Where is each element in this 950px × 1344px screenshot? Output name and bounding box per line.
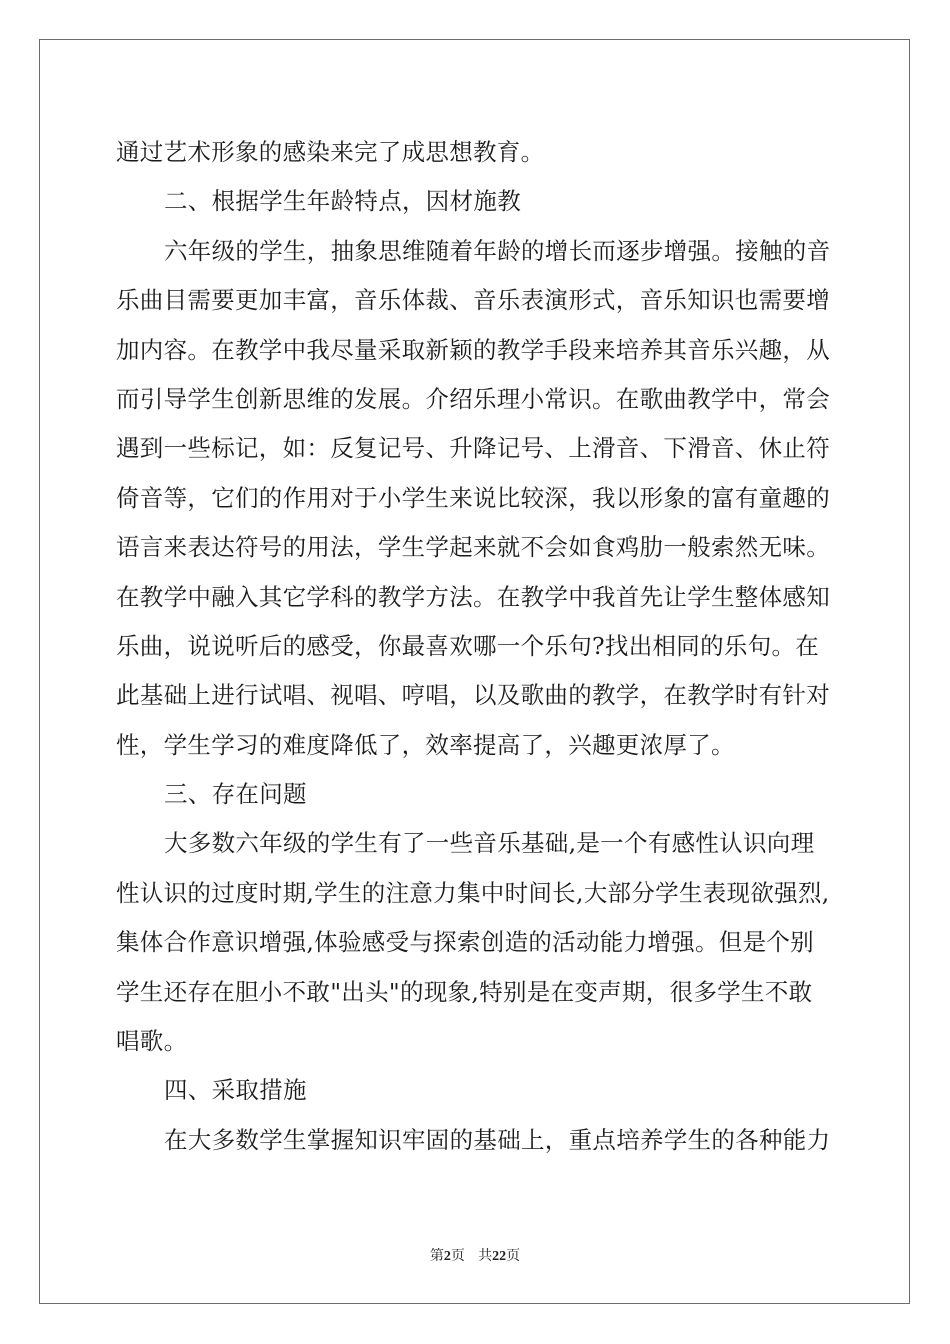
text-line-16: 性认识的过度时期,学生的注意力集中时间长,大部分学生表现欲强烈, [116, 878, 830, 907]
text-line-6: 而引导学生创新思维的发展。介绍乐理小常识。在歌曲教学中，常会 [116, 384, 830, 413]
total-prefix: 共 [478, 1248, 493, 1264]
text-line-18: 学生还存在胆小不敢"出头"的现象,特别是在变声期，很多学生不敢 [116, 977, 813, 1006]
page-footer [0, 1246, 950, 1267]
text-line-19: 唱歌。 [116, 1027, 188, 1056]
text-line-5: 加内容。在教学中我尽量采取新颖的教学手段来培养其音乐兴趣，从 [116, 335, 830, 364]
text-line-8: 倚音等，它们的作用对于小学生来说比较深，我以形象的富有童趣的 [116, 483, 830, 512]
page-number: 2 [443, 1249, 451, 1264]
page-prefix: 第 [429, 1248, 444, 1264]
text-line-1: 通过艺术形象的感染来完了成思想教育。 [116, 138, 545, 166]
text-line-15: 大多数六年级的学生有了一些音乐基础,是一个有感性认识向理 [164, 829, 815, 858]
text-line-4: 乐曲目需要更加丰富，音乐体裁、音乐表演形式，音乐知识也需要增 [116, 286, 830, 315]
text-line-13: 性，学生学习的难度降低了，效率提高了，兴趣更浓厚了。 [116, 730, 735, 759]
page-suffix: 页 [450, 1248, 465, 1264]
total-pages: 22 [492, 1249, 507, 1264]
section-heading-3: 三、存在问题 [164, 780, 307, 809]
text-line-10: 在教学中融入其它学科的教学方法。在教学中我首先让学生整体感知 [116, 582, 830, 611]
text-line-11: 乐曲，说说听后的感受，你最喜欢哪一个乐句?找出相同的乐句。在 [116, 631, 820, 660]
text-line-3: 六年级的学生，抽象思维随着年龄的增长而逐步增强。接触的音 [164, 236, 831, 265]
text-line-21: 在大多数学生掌握知识牢固的基础上，重点培养学生的各种能力 [164, 1125, 831, 1154]
total-suffix: 页 [506, 1248, 521, 1264]
text-line-12: 此基础上进行试唱、视唱、哼唱，以及歌曲的教学，在教学时有针对 [116, 681, 830, 710]
document-body [116, 128, 836, 1165]
section-heading-2: 二、根据学生年龄特点，因材施教 [164, 187, 521, 216]
text-line-17: 集体合作意识增强,体验感受与探索创造的活动能力增强。但是个别 [116, 928, 814, 957]
text-line-7: 遇到一些标记，如：反复记号、升降记号、上滑音、下滑音、休止符 [116, 434, 830, 463]
section-heading-4: 四、采取措施 [164, 1076, 307, 1105]
text-line-9: 语言来表达符号的用法，学生学起来就不会如食鸡肋一般索然无味。 [116, 533, 830, 562]
